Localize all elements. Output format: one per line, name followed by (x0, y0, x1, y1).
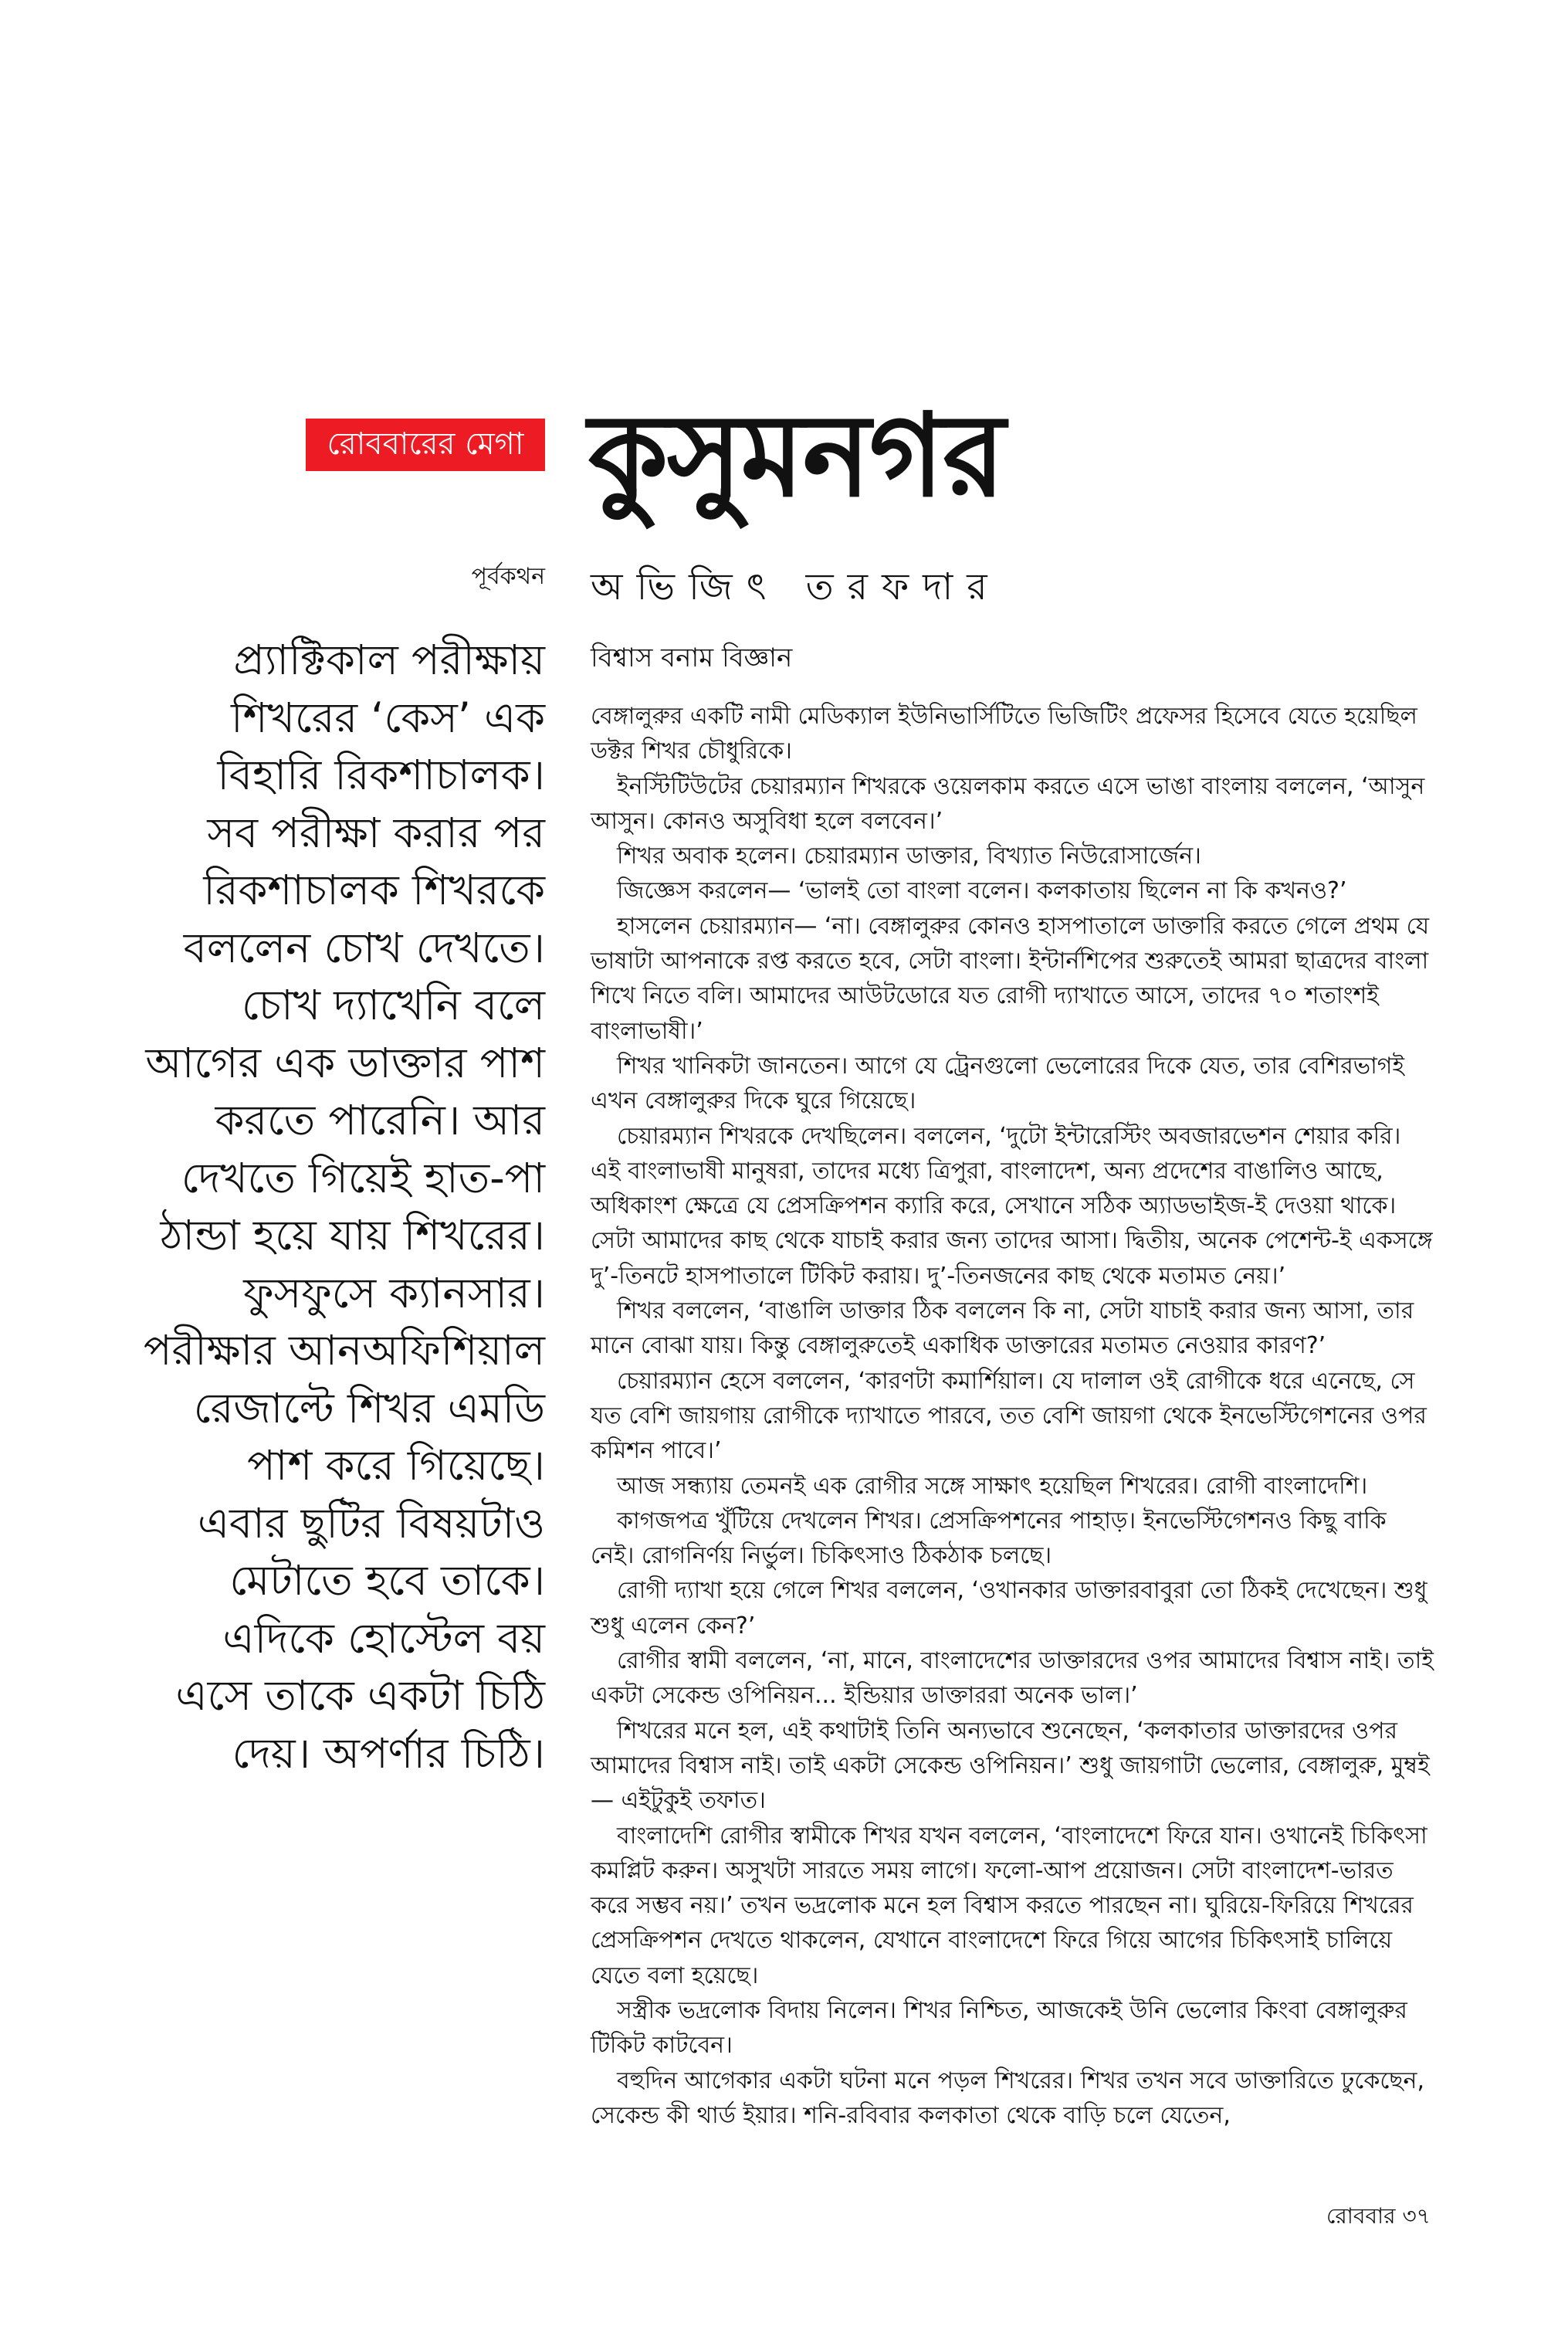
summary-line: এবার ছুটির বিষয়টাও (197, 1498, 545, 1548)
summary-line: মেটাতে হবে তাকে। (229, 1556, 545, 1605)
summary-line: রিকশাচালক শিখরকে (203, 866, 545, 914)
summary-line: সব পরীক্ষা করার পর (207, 808, 545, 857)
summary-line: বললেন চোখ দেখতে। (183, 923, 545, 972)
chapter-subheading: বিশ্বাস বনাম বিজ্ঞান (591, 643, 793, 673)
story-title: কুসুমনগর (588, 389, 1004, 522)
article-paragraph: রোগী দ্যাখা হয়ে গেলে শিখর বললেন, ‘ওখানকার ডাক্তারবাবুরা তো ঠিকই দেখেছেন। শুধু শুধু এলেন কেন?’ (591, 1577, 1427, 1639)
summary-line: শিখরের ‘কেস’ এক (231, 693, 545, 742)
article-paragraph: চেয়ারম্যান শিখরকে দেখছিলেন। বললেন, ‘দুটো ইন্টারেস্টিং অবজারভেশন শেয়ার করি। এই বাংলাভাষী মানুষরা, তাদের মধ্যে ত্রিপুরা, বাংলাদেশ, অন্য প্রদেশের বাঙালিও আছে, অধিকাংশ ক্ষেত্রে যে প্রেসক্রিপশন ক্যারি করে, সেখানে সঠিক অ্যাডভাইজ-ই দেওয়া থাকে। সেটা আমাদের কাছ থেকে যাচাই করার জন্য তাদের আসা। দ্বিতীয়, অনেক পেশেন্ট-ই একসঙ্গে দু’-তিনটে হাসপাতালে টিকিট করায়। দু’-তিনজনের কাছ থেকে মতামত নেয়।’ (591, 1122, 1433, 1290)
summary-line: পরীক্ষার আনঅফিশিয়াল (143, 1326, 545, 1375)
summary-line: ফুসফুসে ক্যানসার। (243, 1268, 545, 1317)
section-badge-label: রোববারের মেগা (327, 426, 524, 462)
summary-line: এসে তাকে একটা চিঠি (175, 1671, 545, 1720)
article-paragraph: বাংলাদেশি রোগীর স্বামীকে শিখর যখন বললেন, ‘বাংলাদেশে ফিরে যান। ওখানেই চিকিৎসা কমপ্লিট করুন। অসুখটা সারতে সময় লাগে। ফলো-আপ প্রয়োজন। সেটা বাংলাদেশ-ভারত করে সম্ভব নয়।’ তখন ভদ্রলোক মনে হল বিশ্বাস করতে পারছেন না। ঘুরিয়ে-ফিরিয়ে শিখরের প্রেসক্রিপশন দেখতে থাকলেন, যেখানে বাংলাদেশে ফিরে গিয়ে আগের চিকিৎসাই চালিয়ে যেতে বলা হয়েছে। (591, 1822, 1427, 1989)
article-paragraph: রোগীর স্বামী বললেন, ‘না, মানে, বাংলাদেশের ডাক্তারদের ওপর আমাদের বিশ্বাস নাই। তাই একটা সেকেন্ড ওপিনিয়ন... ইন্ডিয়ার ডাক্তাররা অনেক ভাল।’ (591, 1647, 1434, 1710)
summary-line: রেজাল্টে শিখর এমডি (193, 1383, 545, 1433)
summary-line: দেখতে গিয়েই হাত-পা (181, 1153, 545, 1202)
article-paragraph: শিখর খানিকটা জানতেন। আগে যে ট্রেনগুলো ভেলোরের দিকে যেত, তার বেশিরভাগই এখন বেঙ্গালুরুর দিকে ঘুরে গিয়েছে। (591, 1052, 1405, 1115)
article-paragraph: ইনস্টিটিউটের চেয়ারম্যান শিখরকে ওয়েলকাম করতে এসে ভাঙা বাংলায় বললেন, ‘আসুন আসুন। কোনও অসুবিধা হলে বলবেন।’ (591, 772, 1425, 835)
summary-line: এদিকে হোস্টেল বয় (222, 1613, 545, 1663)
article-paragraph: সস্ত্রীক ভদ্রলোক বিদায় নিলেন। শিখর নিশ্চিত, আজকেই উনি ভেলোর কিংবা বেঙ্গালুরুর টিকিট কাটবেন। (591, 1996, 1407, 2060)
article-body (591, 699, 1436, 2133)
article-paragraph: কাগজপত্র খুঁটিয়ে দেখলেন শিখর। প্রেসক্রিপশনের পাহাড়। ইনভেস্টিগেশনও কিছু বাকি নেই। রোগনির্ণয় নির্ভুল। চিকিৎসাও ঠিকঠাক চলছে। (591, 1507, 1387, 1570)
article-paragraph: জিজ্ঞেস করলেন— ‘ভালই তো বাংলা বলেন। কলকাতায় ছিলেন না কি কখনও?’ (617, 877, 1347, 905)
article-paragraph: বেঙ্গালুরুর একটি নামী মেডিক্যাল ইউনিভার্সিটিতে ভিজিটিং প্রফেসর হিসেবে যেতে হয়েছিল ডক্টর শিখর চৌধুরিকে। (591, 703, 1417, 765)
summary-line: করতে পারেনি। আর (215, 1096, 545, 1144)
article-paragraph: বহুদিন আগেকার একটা ঘটনা মনে পড়ল শিখরের। শিখর তখন সবে ডাক্তারিতে ঢুকেছেন, সেকেন্ড কী থার্ড ইয়ার। শনি-রবিবার কলকাতা থেকে বাড়ি চলে যেতেন, (591, 2067, 1424, 2129)
section-badge (306, 419, 545, 471)
summary-line: প্র্যাক্টিকাল পরীক্ষায় (233, 636, 545, 684)
author-byline: অভিজিৎ তরফদার (591, 565, 1001, 609)
summary-line: বিহারি রিকশাচালক। (217, 751, 545, 799)
article-paragraph: শিখর বললেন, ‘বাঙালি ডাক্তার ঠিক বললেন কি না, সেটা যাচাই করার জন্য আসা, তার মানে বোঝা যায়। কিন্তু বেঙ্গালুরুতেই একাধিক ডাক্তারের মতামত নেওয়ার কারণ?’ (591, 1297, 1414, 1360)
article-paragraph: আজ সন্ধ্যায় তেমনই এক রোগীর সঙ্গে সাক্ষাৎ হয়েছিল শিখরের। রোগী বাংলাদেশি। (617, 1472, 1368, 1500)
summary-line: পাশ করে গিয়েছে। (247, 1441, 545, 1490)
summary-line: দেয়। অপর্ণার চিঠি। (232, 1728, 545, 1778)
page-footer: রোববার ৩৭ (1326, 2203, 1431, 2229)
kicker-label: পূর্বকথন (471, 563, 545, 590)
previous-episode-summary (51, 632, 545, 1782)
article-paragraph: শিখরের মনে হল, এই কথাটাই তিনি অন্যভাবে শুনেছেন, ‘কলকাতার ডাক্তারদের ওপর আমাদের বিশ্বাস নাই। তাই একটা সেকেন্ড ওপিনিয়ন।’ শুধু জায়গাটা ভেলোর, বেঙ্গালুরু, মুম্বই— এইটুকুই তফাত। (591, 1717, 1430, 1815)
article-paragraph: শিখর অবাক হলেন। চেয়ারম্যান ডাক্তার, বিখ্যাত নিউরোসার্জেন। (617, 843, 1201, 870)
summary-line: ঠান্ডা হয়ে যায় শিখরের। (160, 1211, 545, 1260)
article-paragraph: চেয়ারম্যান হেসে বললেন, ‘কারণটা কমার্শিয়াল। যে দালাল ওই রোগীকে ধরে এনেছে, সে যত বেশি জায়গায় রোগীকে দ্যাখাতে পারবে, তত বেশি জায়গা থেকে ইনভেস্টিগেশনের ওপর কমিশন পাবে।’ (591, 1367, 1427, 1465)
summary-line: আগের এক ডাক্তার পাশ (145, 1038, 545, 1087)
summary-line: চোখ দ্যাখেনি বলে (241, 981, 545, 1029)
article-paragraph: হাসলেন চেয়ারম্যান— ‘না। বেঙ্গালুরুর কোনও হাসপাতালে ডাক্তারি করতে গেলে প্রথম যে ভাষাটা আপনাকে রপ্ত করতে হবে, সেটা বাংলা। ইন্টার্নশিপের শুরুতেই আমরা ছাত্রদের বাংলা শিখে নিতে বলি। আমাদের আউটডোরে যত রোগী দ্যাখাতে আসে, তাদের ৭০ শতাংশই বাংলাভাষী।’ (591, 912, 1430, 1045)
